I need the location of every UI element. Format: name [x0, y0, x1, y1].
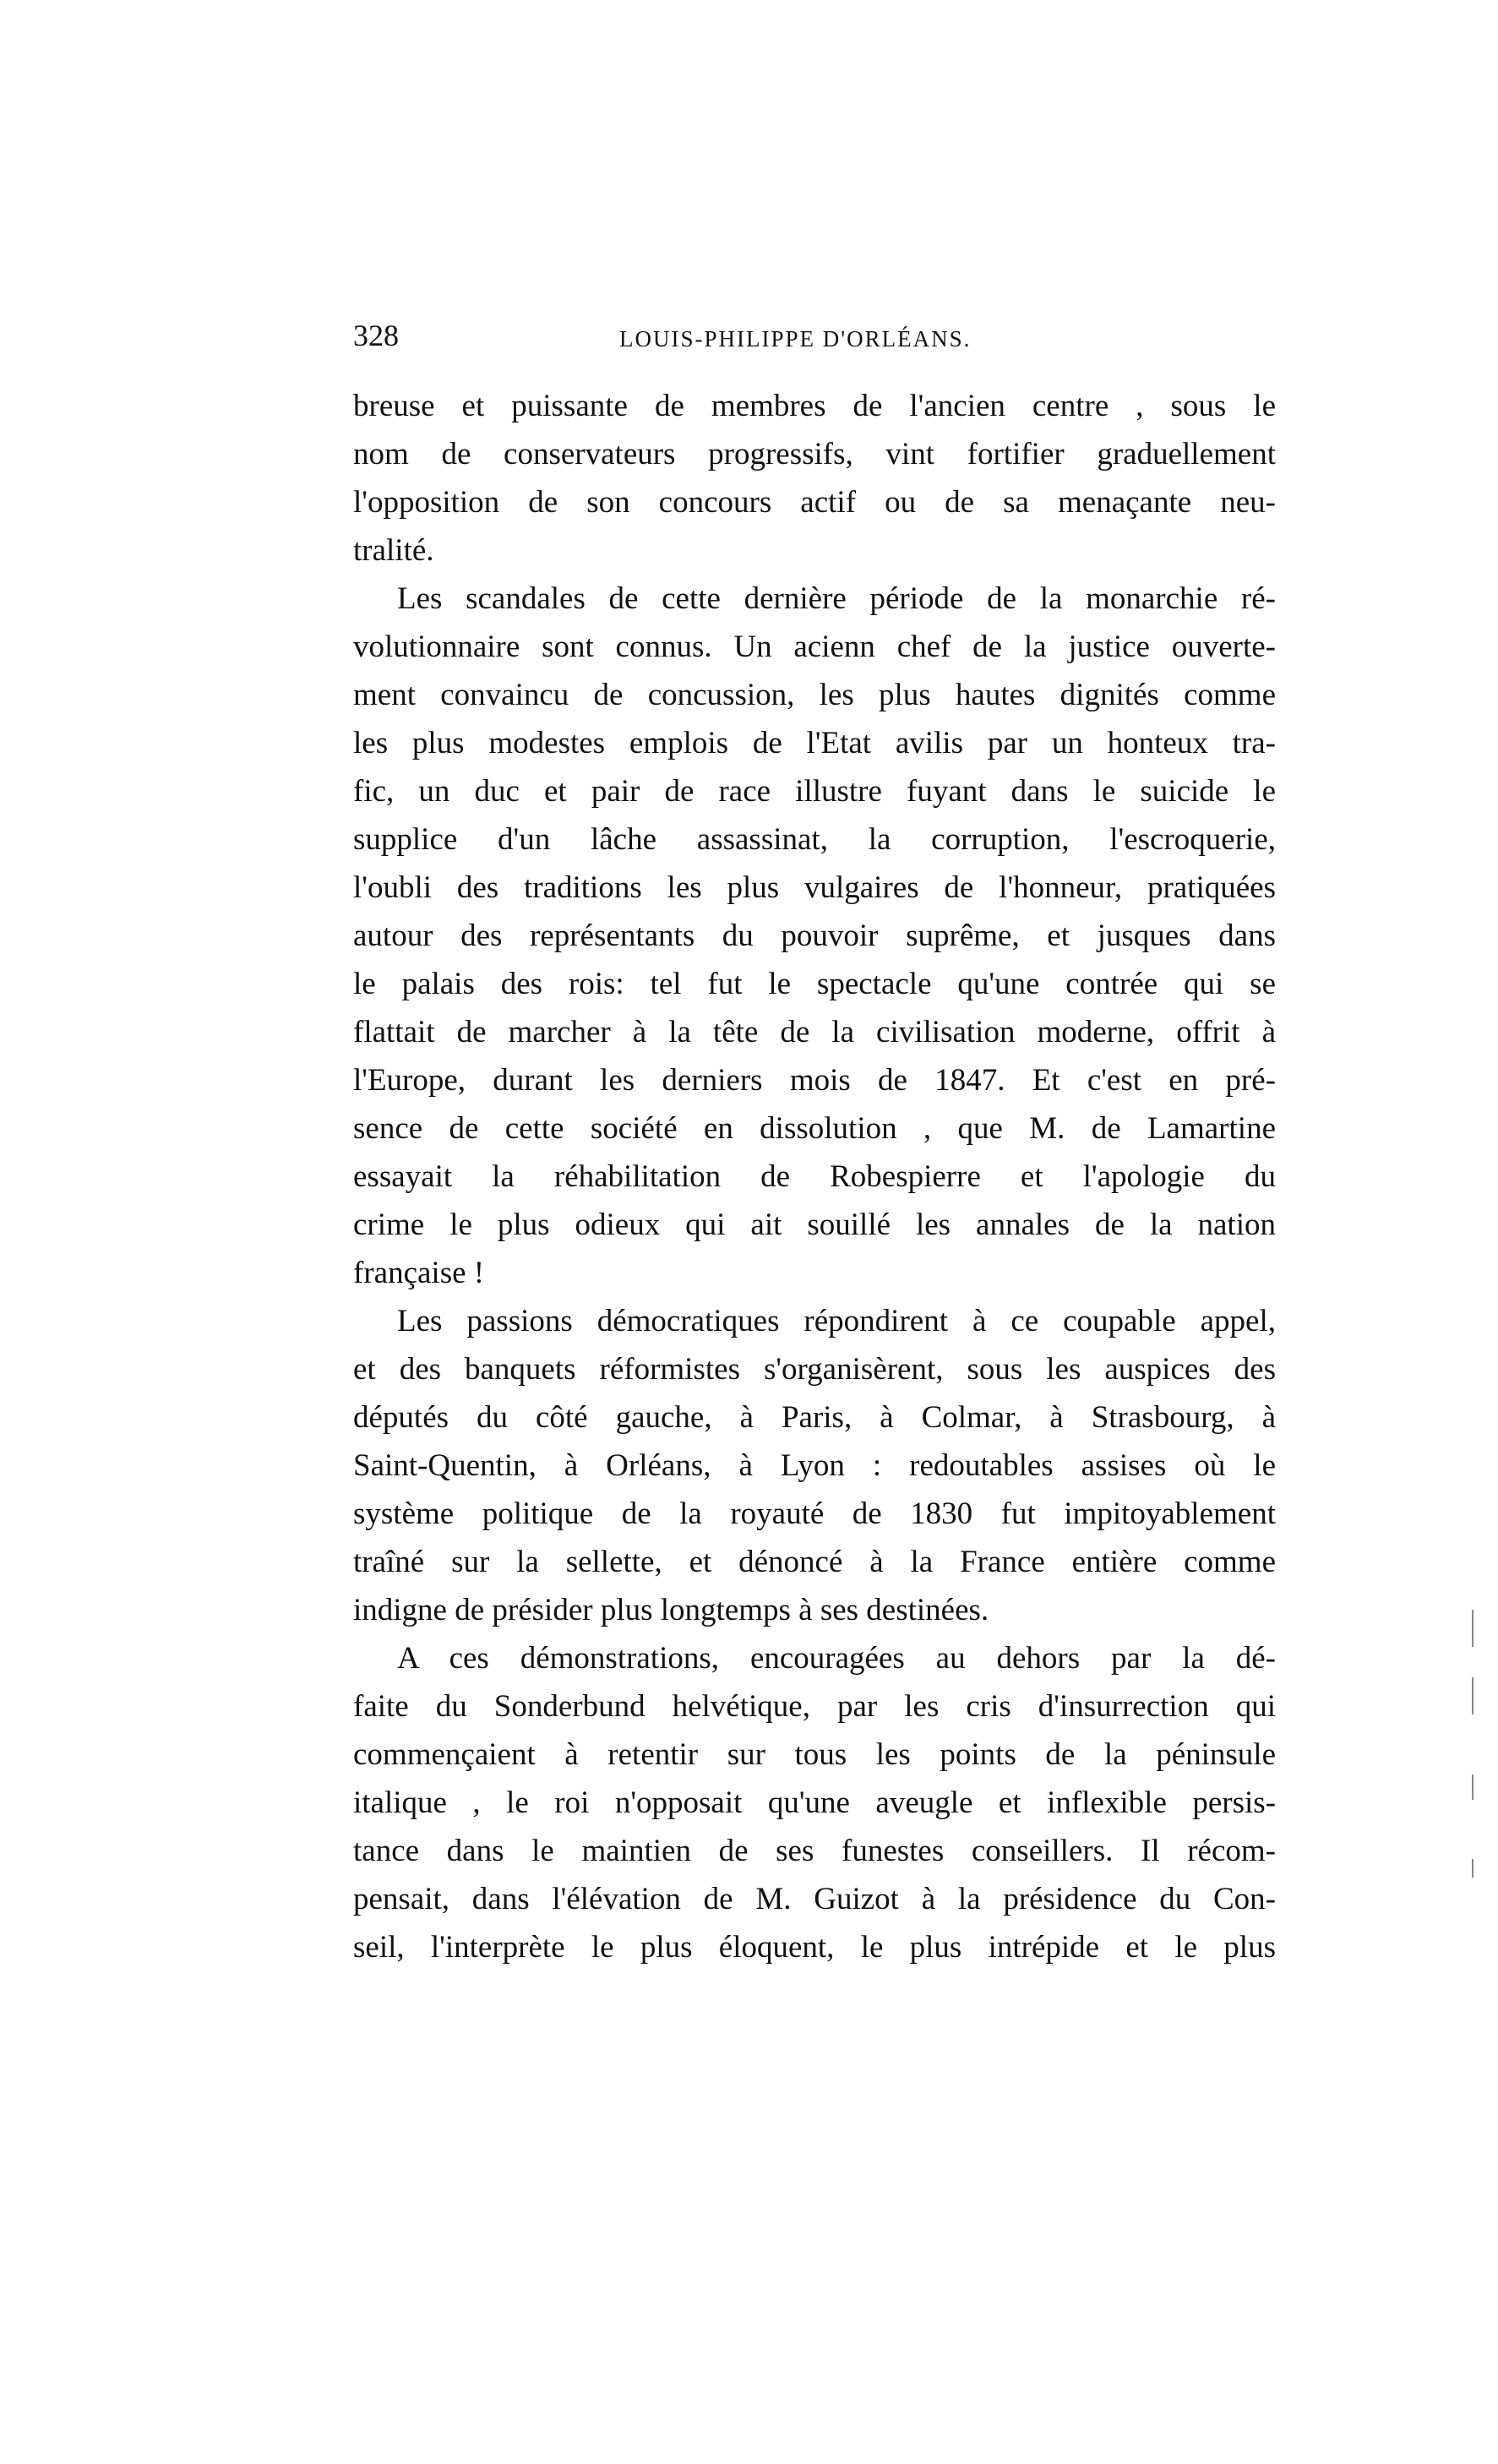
- body-text: [353, 382, 1276, 1971]
- text-line: et des banquets réformistes s'organisèrent, sous les auspices des: [353, 1352, 1276, 1387]
- text-line: tance dans le maintien de ses funestes conseillers. Il récom-: [353, 1834, 1276, 1868]
- text-line: sence de cette société en dissolution , que M. de Lamartine: [353, 1111, 1276, 1146]
- text-line: traîné sur la sellette, et dénoncé à la France entière comme: [353, 1545, 1276, 1579]
- text-line: seil, l'interprète le plus éloquent, le plus intrépide et le plus: [353, 1930, 1276, 1965]
- text-line: essayait la réhabilitation de Robespierre et l'apologie du: [353, 1159, 1276, 1194]
- text-line: commençaient à retentir sur tous les points de la péninsule: [353, 1737, 1276, 1772]
- page-header: [353, 314, 1276, 357]
- text-line: autour des représentants du pouvoir suprême, et jusques dans: [353, 919, 1276, 953]
- text-line: crime le plus odieux qui ait souillé les annales de la nation: [353, 1207, 1276, 1242]
- text-line: ment convaincu de concussion, les plus hautes dignités comme: [353, 678, 1276, 712]
- scan-artifact: [1472, 1677, 1473, 1714]
- text-line: Saint-Quentin, à Orléans, à Lyon : redoutables assises où le: [353, 1448, 1276, 1483]
- scan-artifact: [1472, 1859, 1473, 1878]
- text-line: Les passions démocratiques répondirent à ce coupable appel,: [397, 1304, 1276, 1338]
- text-line: système politique de la royauté de 1830 fut impitoyablement: [353, 1496, 1276, 1531]
- text-line: députés du côté gauche, à Paris, à Colmar, à Strasbourg, à: [353, 1400, 1276, 1435]
- text-line: indigne de présider plus longtemps à ses destinées.: [353, 1593, 989, 1627]
- text-line: française !: [353, 1256, 485, 1290]
- page-number: 328: [353, 319, 399, 352]
- text-line: le palais des rois: tel fut le spectacle qu'une contrée qui se: [353, 967, 1276, 1001]
- text-line: volutionnaire sont connus. Un acienn chef de la justice ouverte-: [353, 630, 1276, 664]
- text-line: fic, un duc et pair de race illustre fuyant dans le suicide le: [353, 774, 1276, 809]
- text-line: l'oubli des traditions les plus vulgaires de l'honneur, pratiquées: [353, 870, 1276, 905]
- text-line: breuse et puissante de membres de l'ancien centre , sous le: [353, 389, 1276, 423]
- text-line: faite du Sonderbund helvétique, par les cris d'insurrection qui: [353, 1689, 1276, 1724]
- text-line: pensait, dans l'élévation de M. Guizot à la présidence du Con-: [353, 1882, 1276, 1916]
- text-line: l'opposition de son concours actif ou de sa menaçante neu-: [353, 485, 1276, 520]
- text-line: les plus modestes emplois de l'Etat avilis par un honteux tra-: [353, 726, 1276, 760]
- text-line: nom de conservateurs progressifs, vint fortifier graduellement: [353, 437, 1276, 472]
- scan-artifact: [1472, 1774, 1473, 1800]
- text-line: supplice d'un lâche assassinat, la corruption, l'escroquerie,: [353, 822, 1276, 857]
- text-line: l'Europe, durant les derniers mois de 1847. Et c'est en pré-: [353, 1063, 1276, 1098]
- running-title: LOUIS-PHILIPPE D'ORLÉANS.: [619, 326, 972, 352]
- text-line: Les scandales de cette dernière période de la monarchie ré-: [397, 581, 1276, 616]
- text-line: flattait de marcher à la tête de la civilisation moderne, offrit à: [353, 1015, 1276, 1049]
- text-line: tralité.: [353, 533, 434, 568]
- text-line: A ces démonstrations, encouragées au dehors par la dé-: [397, 1641, 1276, 1676]
- text-line: italique , le roi n'opposait qu'une aveugle et inflexible persis-: [353, 1785, 1276, 1820]
- scan-artifact: [1472, 1610, 1473, 1647]
